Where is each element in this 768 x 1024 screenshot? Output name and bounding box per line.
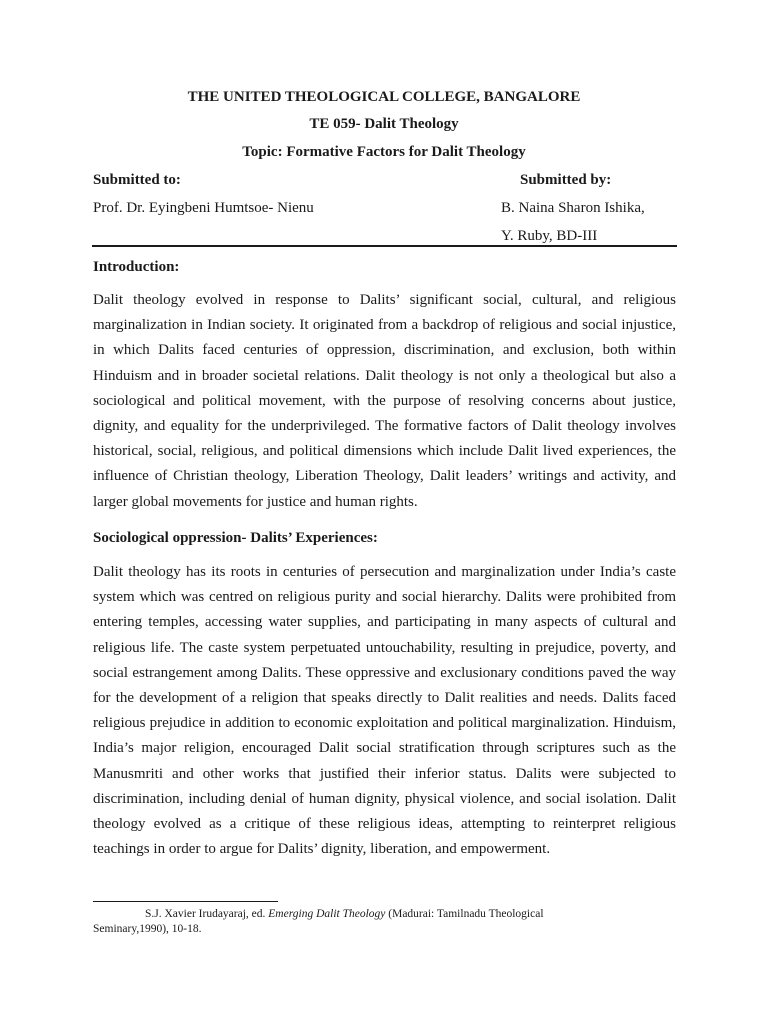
introduction-paragraph: Dalit theology evolved in response to Dalits’ significant social, cultural, and religious marginalization in Indian society. It originated from a backdrop of religious and social injustice, in which Dalits faced centuries of oppression, discrimination, and exclusion, both within Hinduism and in broader societal relations. Dalit theology is not only a theological but also a sociological and political movement, with the purpose of resolving concerns about justice, dignity, and equality for the underprivileged. The formative factors of Dalit theology involves historical, social, religious, and political dimensions which include Dalit lived experiences, the influence of Christian theology, Liberation Theology, Dalit leaders’ writings and activity, and larger global movements for justice and human rights. (93, 292, 676, 510)
course-title: TE 059- Dalit Theology (309, 116, 459, 132)
sociological-oppression-paragraph: Dalit theology has its roots in centuries of persecution and marginalization under India’s caste system which was centred on religious purity and social hierarchy. Dalits were prohibited from entering temples, accessing water supplies, and participating in many aspects of cultural and religious life. The caste system perpetuated untouchability, resulting in prejudice, poverty, and social estrangement among Dalits. These oppressive and exclusionary conditions paved the way for the development of a religion that speaks directly to Dalit realities and needs. Dalits faced religious prejudice in addition to economic exploitation and political marginalization. Hinduism, India’s major religion, encouraged Dalit social stratification through scriptures such as the Manusmriti and other works that justified their inferior status. Dalits were subjected to discrimination, including denial of human dignity, physical violence, and social isolation. Dalit theology evolved as a critique of these religious ideas, attempting to reinterpret religious teachings in order to argue for Dalits’ dignity, liberation, and empowerment. (93, 564, 676, 858)
footnote-publication: (Madurai: Tamilnadu Theological Seminary,1990), 10-18. (93, 908, 544, 935)
topic-title: Topic: Formative Factors for Dalit Theology (242, 144, 526, 160)
section-heading-sociological-oppression: Sociological oppression- Dalits’ Experiences: (93, 530, 378, 546)
submitted-by-name: B. Naina Sharon Ishika, (501, 200, 645, 216)
footnote (93, 907, 613, 937)
college-title: THE UNITED THEOLOGICAL COLLEGE, BANGALORE (187, 89, 581, 105)
submitted-by-label: Submitted by: (520, 172, 612, 188)
footnote-book-title: Emerging Dalit Theology (268, 908, 386, 920)
submitted-to-label: Submitted to: (93, 172, 181, 188)
header-divider (92, 245, 677, 247)
submitted-to-name: Prof. Dr. Eyingbeni Humtsoe- Nienu (93, 200, 314, 216)
section-heading-introduction: Introduction: (93, 259, 180, 275)
footnote-divider (93, 901, 278, 902)
footnote-author: S.J. Xavier Irudayaraj, ed. (145, 908, 266, 920)
submitted-by-name: Y. Ruby, BD-III (501, 228, 598, 244)
